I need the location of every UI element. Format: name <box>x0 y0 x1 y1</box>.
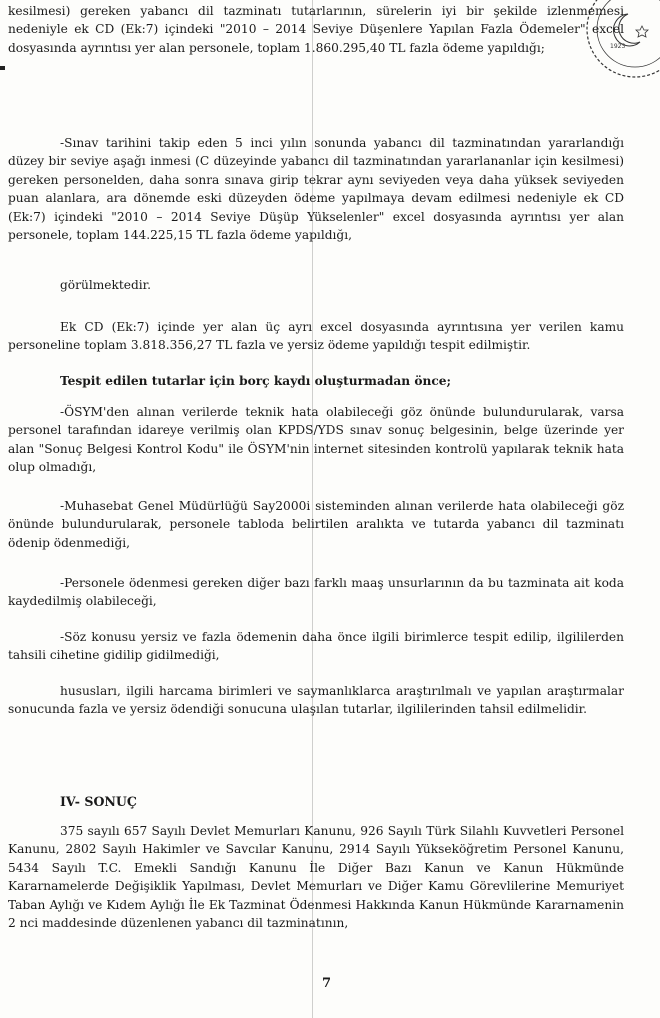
svg-text:1923: 1923 <box>610 43 626 50</box>
paragraph-7: -Muhasebat Genel Müdürlüğü Say2000i sisteminden alınan verilerde hata olabileceği göz önünde bulundurularak, personele tabloda belirtilen aralıkta ve tutarda yabancı dil tazminatı ödenip ödenmediği, <box>8 499 624 550</box>
paragraph-11: 375 sayılı 657 Sayılı Devlet Memurları Kanunu, 926 Sayılı Türk Silahlı Kuvvetleri Personel Kanunu, 2802 Sayılı Hakimler ve Savcılar Kanunu, 2914 Sayılı Yükseköğretim Personel Kanunu, 5434 Sayılı T.C. Emekli Sandığı Kanunu İle Diğer Bazı Kanun ve Kanun Hükmünde Kararnamelerde Değişiklik Yapılması, Devlet Memurları ve Diğer Kamu Görevlilerine Memuriyet Taban Aylığı ve Kıdem Aylığı İle Ek Tazminat Ödenmesi Hakkında Kanun Hükmünde Kararnamenin 2 nci maddesinde düzenlenen yabancı dil tazminatının, <box>8 824 624 931</box>
paragraph-10: hususları, ilgili harcama birimleri ve saymanlıklarca araştırılmalı ve yapılan araştırmalar sonucunda fazla ve yersiz ödendiği sonucuna ulaşılan tutarlar, ilgililerinden tahsil edilmelidir. <box>8 684 624 717</box>
paragraph-6: -ÖSYM'den alınan verilerde teknik hata olabileceği göz önünde bulundurularak, varsa personel tarafından idareye verilmiş olan KPDS/YDS sınav sonuç belgesinin, belge üzerinde yer alan "Sonuç Belgesi Kontrol Kodu" ile ÖSYM'nin internet sitesinden kontrolü yapılarak teknik hata olup olmadığı, <box>8 405 624 475</box>
paragraph-5-bold: Tespit edilen tutarlar için borç kaydı oluşturmadan önce; <box>60 374 452 388</box>
scan-edge-mark <box>0 66 5 70</box>
page-number: 7 <box>322 976 332 991</box>
section-heading: IV- SONUÇ <box>60 794 137 809</box>
paragraph-8: -Personele ödenmesi gereken diğer bazı farklı maaş unsurlarının da bu tazminata ait koda kaydedilmiş olabileceği, <box>8 576 624 609</box>
paragraph-4: Ek CD (Ek:7) içinde yer alan üç ayrı excel dosyasında ayrıntısına yer verilen kamu personeline toplam 3.818.356,27 TL fazla ve yersiz ödeme yapıldığı tespit edilmiştir. <box>8 320 624 353</box>
paragraph-1: kesilmesi) gereken yabancı dil tazminatı tutarlarının, sürelerin iyi bir şekilde izlenmemesi nedeniyle ek CD (Ek:7) içindeki "2010 – 2014 Seviye Düşenlere Yapılan Fazla Ödemeler" excel dosyasında ayrıntısı yer alan personele, toplam 1.860.295,40 TL fazla ödeme yapıldığı; <box>8 4 624 55</box>
paragraph-2: -Sınav tarihini takip eden 5 inci yılın sonunda yabancı dil tazminatından yararlandığı düzey bir seviye aşağı inmesi (C düzeyinde yabancı dil tazminatından yararlananlar için kesilmesi) gereken personelden, daha sonra sınava girip tekrar aynı seviyeden veya daha yüksek seviyeden puan alanlara, ara dönemde eski düzeyden ödeme yapılmaya devam edilmesi nedeniyle ek CD (Ek:7) içindeki "2010 – 2014 Seviye Düşüp Yükselenler" excel dosyasında ayrıntısı yer alan personele, toplam 144.225,15 TL fazla ödeme yapıldığı, <box>8 136 624 243</box>
paragraph-9: -Söz konusu yersiz ve fazla ödemenin daha önce ilgili birimlerce tespit edilip, ilgililerden tahsili cihetine gidilip gidilmediği, <box>8 630 624 663</box>
paragraph-3: görülmektedir. <box>60 278 152 292</box>
